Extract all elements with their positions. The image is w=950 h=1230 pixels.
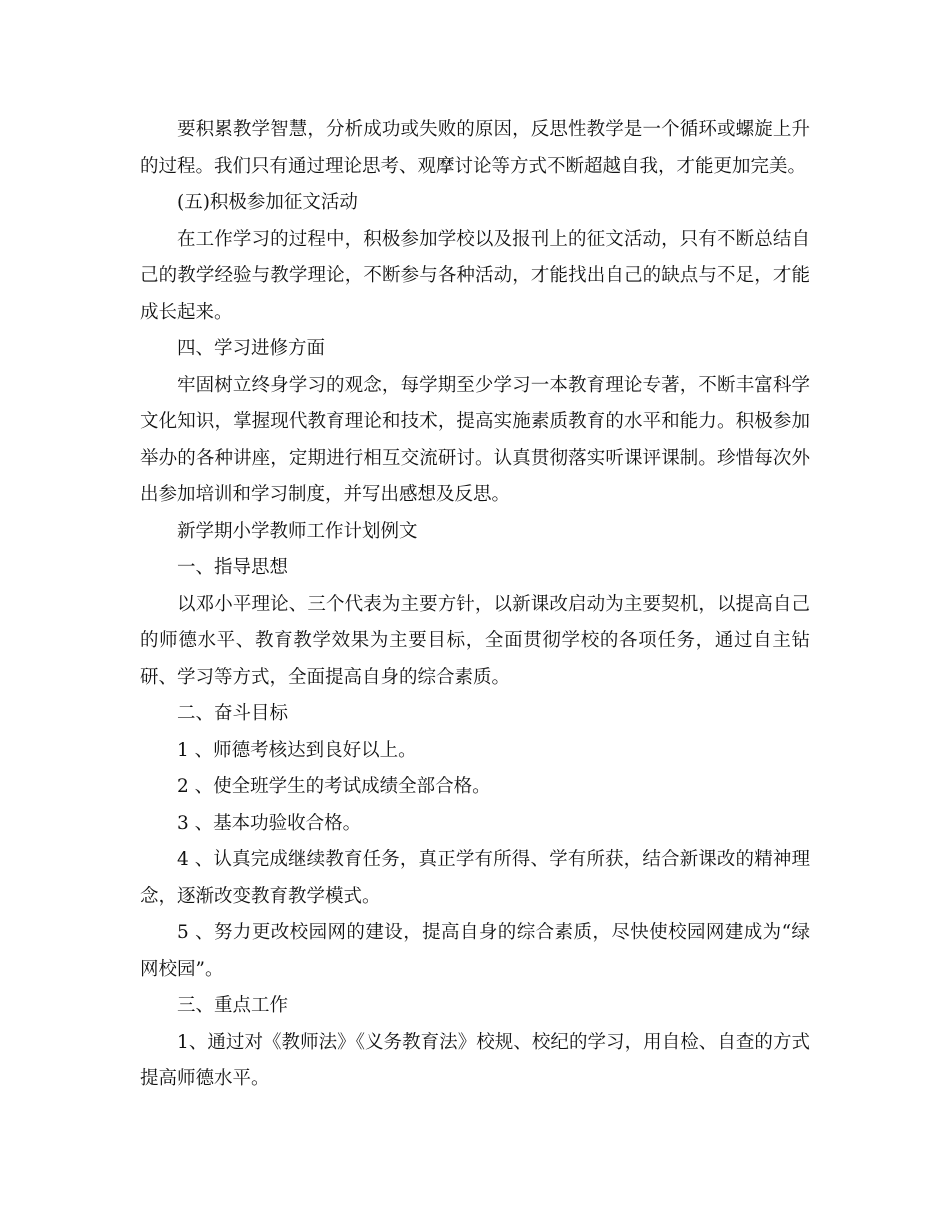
goal-item-3: 3 、基本功验收合格。: [177, 812, 362, 834]
paragraph-reflective-teaching: 要积累教学智慧，分析成功或失败的原因，反思性教学是一个循环或螺旋上升的过程。我们只有通过理论思考、观摩讨论等方式不断超越自我，才能更加完美。: [140, 119, 810, 177]
goal-item-2: 2 、使全班学生的考试成绩全部合格。: [177, 776, 491, 797]
paragraph-lifelong-learning: 牢固树立终身学习的观念，每学期至少学习一本教育理论专著，不断丰富科学文化知识，掌握现代教育理论和技术，提高实施素质教育的水平和能力。积极参加举办的各种讲座，定期进行相互交流研讨。认真贯彻落实听课评课制。珍惜每次外出参加培训和学习制度，并写出感想及反思。: [140, 374, 810, 505]
key-work-item-1: 1、通过对《教师法》《义务教育法》校规、校纪的学习，用自检、自查的方式提高师德水平。: [140, 1031, 810, 1089]
heading-goals: 二、奋斗目标: [177, 703, 289, 724]
goal-item-4: 4 、认真完成继续教育任务，真正学有所得、学有所获，结合新课改的精神理念，逐渐改变教育教学模式。: [140, 849, 810, 907]
paragraph-guiding-ideology: 以邓小平理论、三个代表为主要方针，以新课改启动为主要契机，以提高自己的师德水平、教育教学效果为主要目标，全面贯彻学校的各项任务，通过自主钻研、学习等方式，全面提高自身的综合素质。: [140, 593, 810, 688]
heading-further-study: 四、学习进修方面: [177, 338, 326, 359]
goal-item-5: 5 、努力更改校园网的建设，提高自身的综合素质，尽快使校园网建成为“绿网校园”。: [140, 922, 810, 980]
goal-item-1: 1 、师德考核达到良好以上。: [177, 739, 417, 761]
heading-essay-activities: (五)积极参加征文活动: [177, 192, 358, 213]
document-body: [140, 112, 810, 1098]
heading-guiding-ideology: 一、指导思想: [177, 557, 289, 578]
paragraph-essay-activities: 在工作学习的过程中，积极参加学校以及报刊上的征文活动，只有不断总结自己的教学经验与教学理论，不断参与各种活动，才能找出自己的缺点与不足，才能成长起来。: [140, 228, 810, 323]
section-title-work-plan: 新学期小学教师工作计划例文: [177, 520, 418, 542]
heading-key-work: 三、重点工作: [177, 995, 289, 1016]
